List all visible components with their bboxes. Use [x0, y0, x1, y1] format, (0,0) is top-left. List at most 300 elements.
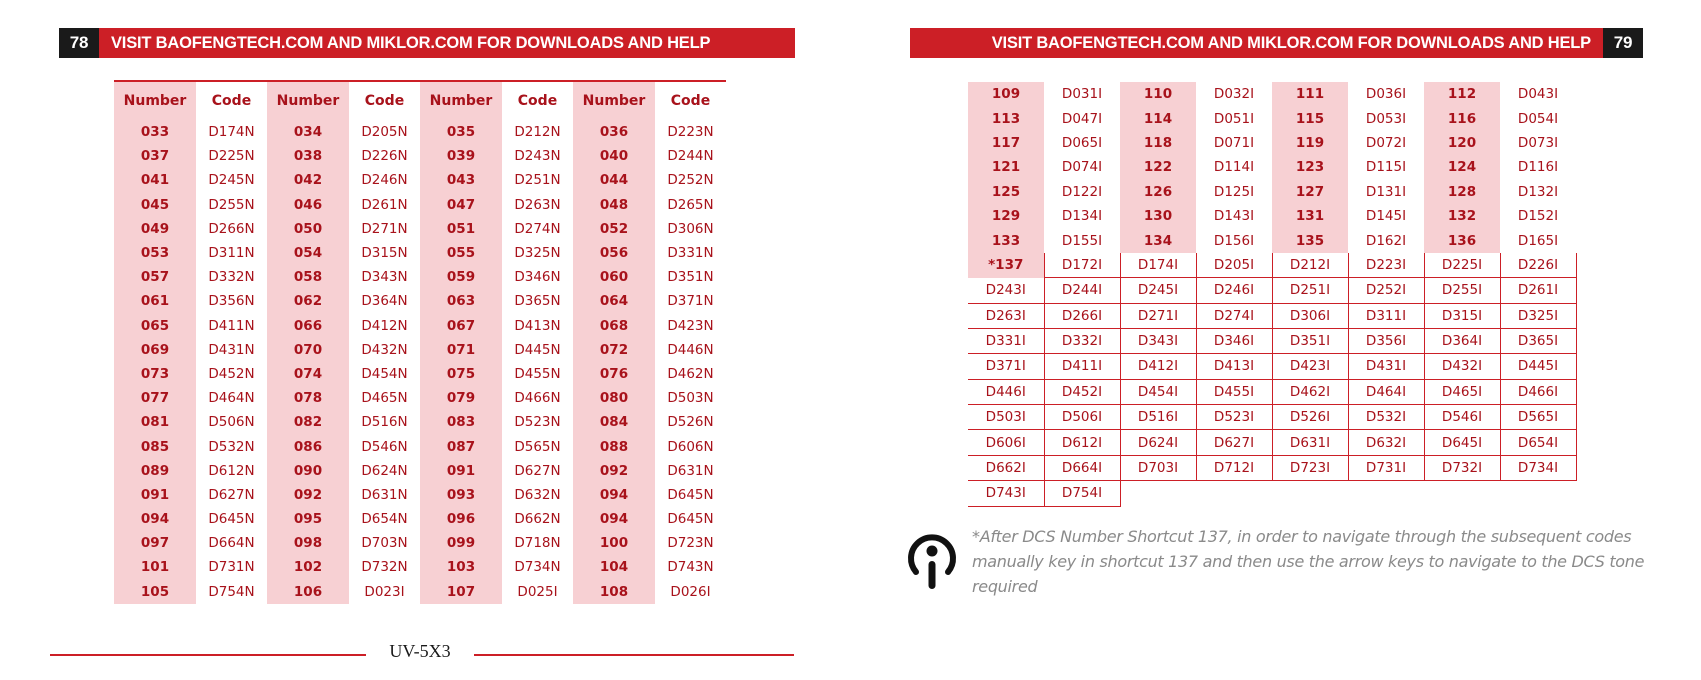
footer-model-label: UV-5X3	[389, 641, 451, 661]
dcs-code-cell: D464I	[1348, 379, 1424, 404]
dcs-number-cell: 127	[1272, 180, 1348, 204]
dcs-code-cell: D627N	[208, 486, 255, 503]
dcs-code-cell: D343I	[1120, 328, 1196, 353]
dcs-number-cell: 091	[114, 483, 196, 507]
code-grid-row	[968, 430, 1576, 455]
dcs-code-cell: D445I	[1500, 354, 1576, 379]
dcs-number-cell: 129	[968, 204, 1044, 228]
dcs-code-cell: D351I	[1272, 328, 1348, 353]
dcs-code-cell: D031I	[1061, 86, 1103, 103]
header-number: Number	[114, 81, 196, 120]
dcs-number-cell: 058	[267, 265, 349, 289]
left-page-banner	[59, 28, 795, 58]
dcs-number-cell: 113	[968, 106, 1044, 130]
table-row	[114, 193, 726, 217]
table-row	[114, 531, 726, 555]
dcs-number-cell: 121	[968, 155, 1044, 179]
table-row	[968, 155, 1576, 179]
dcs-number-cell: 073	[114, 362, 196, 386]
dcs-code-cell: D252I	[1348, 278, 1424, 303]
dcs-code-cell: D351N	[667, 269, 714, 286]
dcs-code-cell: D223I	[1348, 253, 1424, 278]
dcs-code-cell: D565N	[514, 438, 561, 455]
header-code: Code	[517, 93, 558, 109]
dcs-number-cell: 040	[573, 144, 655, 168]
dcs-code-cell: D243I	[968, 278, 1044, 303]
dcs-code-cell: D462N	[667, 365, 714, 382]
dcs-code-cell: D466N	[514, 390, 561, 407]
code-grid-row	[968, 328, 1576, 353]
dcs-code-cell: D145I	[1365, 208, 1407, 225]
dcs-code-cell: D043I	[1517, 86, 1559, 103]
dcs-number-cell: 130	[1120, 204, 1196, 228]
dcs-number-cell: 061	[114, 289, 196, 313]
dcs-code-cell: D723I	[1272, 455, 1348, 480]
dcs-code-cell: D645N	[208, 511, 255, 528]
dcs-number-cell: 051	[420, 217, 502, 241]
dcs-number-cell: 126	[1120, 180, 1196, 204]
dcs-number-cell: 077	[114, 386, 196, 410]
dcs-code-cell: D325I	[1500, 303, 1576, 328]
dcs-code-cell: D065I	[1061, 134, 1103, 151]
dcs-number-cell: 091	[420, 459, 502, 483]
dcs-code-cell: D311N	[208, 245, 255, 262]
dcs-code-cell: D532N	[208, 438, 255, 455]
table-row	[968, 204, 1576, 228]
dcs-code-cell: D565I	[1500, 405, 1576, 430]
header-code: Code	[364, 93, 405, 109]
dcs-number-cell: 056	[573, 241, 655, 265]
dcs-code-cell: D246I	[1196, 278, 1272, 303]
dcs-code-cell: D465I	[1424, 379, 1500, 404]
dcs-number-cell: 041	[114, 168, 196, 192]
dcs-number-cell: 084	[573, 410, 655, 434]
dcs-code-cell: D263I	[968, 303, 1044, 328]
right-dcs-code-table	[968, 82, 1577, 507]
dcs-number-cell: 093	[420, 483, 502, 507]
dcs-code-cell: D325N	[514, 245, 561, 262]
dcs-code-cell: D156I	[1213, 232, 1255, 249]
info-icon	[907, 527, 957, 591]
dcs-number-cell: 068	[573, 314, 655, 338]
dcs-code-cell: D371N	[667, 293, 714, 310]
dcs-code-cell: D074I	[1061, 159, 1103, 176]
dcs-number-cell: 089	[114, 459, 196, 483]
dcs-number-cell: 087	[420, 434, 502, 458]
dcs-code-cell: D255I	[1424, 278, 1500, 303]
dcs-number-cell: 070	[267, 338, 349, 362]
dcs-code-cell: D071I	[1213, 134, 1255, 151]
dcs-number-cell: 062	[267, 289, 349, 313]
dcs-code-cell: D516I	[1120, 405, 1196, 430]
dcs-number-cell: 072	[573, 338, 655, 362]
dcs-number-cell: 045	[114, 193, 196, 217]
dcs-code-cell: D271N	[361, 220, 408, 237]
dcs-code-cell: D754I	[1044, 481, 1120, 506]
dcs-code-cell: D261I	[1500, 278, 1576, 303]
dcs-code-cell: D205I	[1196, 253, 1272, 278]
dcs-number-cell: 047	[420, 193, 502, 217]
dcs-code-cell: D664N	[208, 535, 255, 552]
dcs-number-cell: 048	[573, 193, 655, 217]
table-row	[114, 507, 726, 531]
dcs-code-cell: D245N	[208, 172, 255, 189]
dcs-code-cell: D703I	[1120, 455, 1196, 480]
dcs-code-cell: D411N	[208, 317, 255, 334]
header-number: Number	[573, 81, 655, 120]
table-row	[114, 168, 726, 192]
table-row	[968, 180, 1576, 204]
dcs-number-cell: 096	[420, 507, 502, 531]
dcs-code-cell: D134I	[1061, 208, 1103, 225]
dcs-code-cell: D645N	[667, 511, 714, 528]
dcs-number-cell: 059	[420, 265, 502, 289]
dcs-code-cell: D265N	[667, 196, 714, 213]
table-row	[114, 362, 726, 386]
dcs-code-cell: D432I	[1424, 354, 1500, 379]
table-row	[114, 144, 726, 168]
dcs-number-cell: 124	[1424, 155, 1500, 179]
dcs-code-cell: D503N	[667, 390, 714, 407]
left-dcs-code-table	[114, 80, 726, 604]
right-page-number: 79	[1603, 28, 1643, 58]
dcs-code-cell: D114I	[1213, 159, 1255, 176]
dcs-code-cell: D523N	[514, 414, 561, 431]
dcs-code-cell: D464N	[208, 390, 255, 407]
dcs-number-cell: 119	[1272, 131, 1348, 155]
table-row	[114, 241, 726, 265]
dcs-code-cell: D255N	[208, 196, 255, 213]
dcs-code-cell: D251I	[1272, 278, 1348, 303]
dcs-code-cell: D346N	[514, 269, 561, 286]
dcs-number-cell: 122	[1120, 155, 1196, 179]
dcs-code-cell: D446I	[968, 379, 1044, 404]
dcs-number-cell: 043	[420, 168, 502, 192]
dcs-number-cell: 108	[573, 580, 655, 604]
code-grid-row	[968, 455, 1576, 480]
shortcut-number-cell: *137	[968, 253, 1044, 278]
table-row	[114, 459, 726, 483]
dcs-code-cell: D364I	[1424, 328, 1500, 353]
dcs-number-cell: 046	[267, 193, 349, 217]
dcs-number-cell: 057	[114, 265, 196, 289]
code-grid-row	[968, 303, 1576, 328]
dcs-code-cell: D261N	[361, 196, 408, 213]
table-row	[114, 289, 726, 313]
dcs-code-cell: D125I	[1213, 183, 1255, 200]
dcs-number-cell: 042	[267, 168, 349, 192]
dcs-code-cell: D523I	[1196, 405, 1272, 430]
dcs-number-cell: 092	[267, 483, 349, 507]
header-code: Code	[670, 93, 711, 109]
dcs-code-cell: D723N	[667, 535, 714, 552]
dcs-number-cell: 060	[573, 265, 655, 289]
dcs-number-cell: 078	[267, 386, 349, 410]
dcs-number-cell: 110	[1120, 82, 1196, 106]
dcs-code-cell: D654I	[1500, 430, 1576, 455]
table-row	[968, 228, 1576, 252]
dcs-number-cell: 036	[573, 120, 655, 144]
table-row	[968, 82, 1576, 106]
dcs-number-cell: 034	[267, 120, 349, 144]
dcs-code-cell: D423I	[1272, 354, 1348, 379]
dcs-number-cell: 106	[267, 580, 349, 604]
dcs-number-cell: 109	[968, 82, 1044, 106]
left-banner-text: VISIT BAOFENGTECH.COM AND MIKLOR.COM FOR DOWNLOADS AND HELP	[111, 33, 711, 52]
dcs-number-cell: 123	[1272, 155, 1348, 179]
dcs-code-cell: D462I	[1272, 379, 1348, 404]
dcs-shortcut-note: *After DCS Number Shortcut 137, in order to navigate through the subsequent codes manually key in shortcut 137 and then use the arrow keys to navigate to the DCS tone required	[972, 527, 1645, 596]
dcs-code-cell: D732I	[1424, 455, 1500, 480]
dcs-number-cell: 115	[1272, 106, 1348, 130]
header-number: Number	[267, 81, 349, 120]
table-row	[968, 131, 1576, 155]
dcs-code-cell: D271I	[1120, 303, 1196, 328]
dcs-code-cell: D503I	[968, 405, 1044, 430]
dcs-code-cell: D244N	[667, 148, 714, 165]
table-row	[114, 338, 726, 362]
dcs-code-cell: D047I	[1061, 110, 1103, 127]
table-row	[114, 434, 726, 458]
dcs-code-cell: D365I	[1500, 328, 1576, 353]
dcs-code-cell: D532I	[1348, 405, 1424, 430]
dcs-number-cell: 131	[1272, 204, 1348, 228]
dcs-code-cell: D371I	[968, 354, 1044, 379]
dcs-code-cell: D364N	[361, 293, 408, 310]
dcs-code-cell: D226N	[361, 148, 408, 165]
dcs-code-cell: D072I	[1365, 134, 1407, 151]
dcs-code-cell: D115I	[1365, 159, 1407, 176]
dcs-code-cell: D331N	[667, 245, 714, 262]
table-row	[114, 120, 726, 144]
dcs-code-cell: D546I	[1424, 405, 1500, 430]
dcs-code-cell: D162I	[1365, 232, 1407, 249]
dcs-code-cell: D431I	[1348, 354, 1424, 379]
dcs-number-cell: 112	[1424, 82, 1500, 106]
table-row	[114, 265, 726, 289]
dcs-code-cell: D546N	[361, 438, 408, 455]
dcs-code-cell: D454I	[1120, 379, 1196, 404]
table-row	[114, 483, 726, 507]
code-grid-row	[968, 354, 1576, 379]
dcs-code-cell: D212I	[1272, 253, 1348, 278]
dcs-number-cell: 075	[420, 362, 502, 386]
dcs-code-cell: D266N	[208, 220, 255, 237]
dcs-number-cell: 088	[573, 434, 655, 458]
dcs-number-cell: 039	[420, 144, 502, 168]
header-code: Code	[211, 93, 252, 109]
table-row	[114, 555, 726, 579]
dcs-number-cell: 067	[420, 314, 502, 338]
dcs-code-cell: D274I	[1196, 303, 1272, 328]
dcs-number-cell: 082	[267, 410, 349, 434]
dcs-code-cell: D205N	[361, 124, 408, 141]
dcs-code-cell: D356I	[1348, 328, 1424, 353]
dcs-number-cell: 081	[114, 410, 196, 434]
dcs-code-cell: D624N	[361, 462, 408, 479]
dcs-code-cell: D732N	[361, 559, 408, 576]
footer-rule-right	[474, 654, 794, 656]
dcs-code-cell: D645N	[667, 486, 714, 503]
dcs-code-cell: D431N	[208, 341, 255, 358]
dcs-code-cell: D245I	[1120, 278, 1196, 303]
dcs-code-cell: D662N	[514, 511, 561, 528]
dcs-code-cell: D036I	[1365, 86, 1407, 103]
dcs-number-cell: 055	[420, 241, 502, 265]
dcs-code-cell: D332I	[1044, 328, 1120, 353]
dcs-number-cell: 128	[1424, 180, 1500, 204]
dcs-code-cell: D411I	[1044, 354, 1120, 379]
code-grid-row	[968, 481, 1576, 506]
dcs-number-cell: 053	[114, 241, 196, 265]
dcs-number-cell: 094	[573, 483, 655, 507]
dcs-code-cell: D412I	[1120, 354, 1196, 379]
dcs-code-cell: D412N	[361, 317, 408, 334]
dcs-number-cell: 134	[1120, 228, 1196, 252]
dcs-number-cell: 116	[1424, 106, 1500, 130]
dcs-code-cell: D526I	[1272, 405, 1348, 430]
dcs-number-cell: 101	[114, 555, 196, 579]
dcs-number-cell: 090	[267, 459, 349, 483]
dcs-code-cell: D032I	[1213, 86, 1255, 103]
dcs-number-cell: 103	[420, 555, 502, 579]
dcs-code-cell: D631I	[1272, 430, 1348, 455]
dcs-code-cell: D654N	[361, 511, 408, 528]
dcs-code-cell: D026I	[670, 583, 711, 600]
dcs-number-cell: 135	[1272, 228, 1348, 252]
dcs-code-cell: D116I	[1517, 159, 1559, 176]
dcs-code-cell: D455I	[1196, 379, 1272, 404]
dcs-code-cell: D452I	[1044, 379, 1120, 404]
dcs-code-cell: D174I	[1120, 253, 1196, 278]
dcs-code-cell: D455N	[514, 365, 561, 382]
dcs-number-cell: 105	[114, 580, 196, 604]
dcs-code-cell: D627N	[514, 462, 561, 479]
dcs-code-cell: D731I	[1348, 455, 1424, 480]
dcs-code-cell: D731N	[208, 559, 255, 576]
code-grid-row	[968, 379, 1576, 404]
dcs-code-cell: D754N	[208, 583, 255, 600]
dcs-number-cell: 098	[267, 531, 349, 555]
dcs-code-cell: D172I	[1044, 253, 1120, 278]
dcs-number-cell: 094	[573, 507, 655, 531]
dcs-code-cell: D612N	[208, 462, 255, 479]
dcs-code-cell: D631N	[667, 462, 714, 479]
dcs-code-cell: D712I	[1196, 455, 1272, 480]
dcs-code-cell: D053I	[1365, 110, 1407, 127]
dcs-number-cell: 125	[968, 180, 1044, 204]
dcs-code-cell: D132I	[1517, 183, 1559, 200]
dcs-code-cell: D073I	[1517, 134, 1559, 151]
dcs-code-cell: D174N	[208, 124, 255, 141]
dcs-code-cell: D526N	[667, 414, 714, 431]
dcs-code-cell: D306I	[1272, 303, 1348, 328]
dcs-code-cell: D331I	[968, 328, 1044, 353]
dcs-number-cell: 092	[573, 459, 655, 483]
dcs-number-cell: 080	[573, 386, 655, 410]
dcs-code-cell: D251N	[514, 172, 561, 189]
dcs-number-cell: 049	[114, 217, 196, 241]
footer-rule-left	[50, 654, 366, 656]
dcs-number-cell: 120	[1424, 131, 1500, 155]
dcs-number-cell: 132	[1424, 204, 1500, 228]
dcs-number-cell: 052	[573, 217, 655, 241]
dcs-code-cell: D423N	[667, 317, 714, 334]
table-row	[114, 314, 726, 338]
dcs-code-cell: D225I	[1424, 253, 1500, 278]
dcs-number-cell: 114	[1120, 106, 1196, 130]
dcs-number-cell: 083	[420, 410, 502, 434]
dcs-number-cell: 065	[114, 314, 196, 338]
dcs-code-cell: D223N	[667, 124, 714, 141]
dcs-code-cell: D311I	[1348, 303, 1424, 328]
dcs-code-cell: D718N	[514, 535, 561, 552]
dcs-code-cell: D632I	[1348, 430, 1424, 455]
dcs-code-cell: D343N	[361, 269, 408, 286]
table-header-row	[114, 81, 726, 120]
dcs-number-cell: 085	[114, 434, 196, 458]
dcs-code-cell: D743N	[667, 559, 714, 576]
dcs-code-cell: D413I	[1196, 354, 1272, 379]
dcs-code-cell: D466I	[1500, 379, 1576, 404]
dcs-number-cell: 054	[267, 241, 349, 265]
dcs-code-cell: D143I	[1213, 208, 1255, 225]
dcs-number-cell: 037	[114, 144, 196, 168]
dcs-code-cell: D023I	[364, 583, 405, 600]
dcs-number-cell: 035	[420, 120, 502, 144]
dcs-number-cell: 076	[573, 362, 655, 386]
dcs-number-cell: 074	[267, 362, 349, 386]
dcs-code-cell: D627I	[1196, 430, 1272, 455]
dcs-code-cell: D025I	[517, 583, 558, 600]
dcs-code-cell: D516N	[361, 414, 408, 431]
dcs-code-cell: D606N	[667, 438, 714, 455]
dcs-code-cell: D054I	[1517, 110, 1559, 127]
header-number: Number	[420, 81, 502, 120]
dcs-number-cell: 097	[114, 531, 196, 555]
dcs-code-cell: D152I	[1517, 208, 1559, 225]
dcs-number-cell: 069	[114, 338, 196, 362]
dcs-number-cell: 033	[114, 120, 196, 144]
dcs-code-cell: D246N	[361, 172, 408, 189]
dcs-code-cell: D612I	[1044, 430, 1120, 455]
dcs-code-cell: D332N	[208, 269, 255, 286]
table-row	[114, 410, 726, 434]
dcs-number-cell: 107	[420, 580, 502, 604]
dcs-code-cell: D243N	[514, 148, 561, 165]
dcs-number-cell: 094	[114, 507, 196, 531]
left-page-number: 78	[59, 28, 99, 58]
dcs-code-cell: D413N	[514, 317, 561, 334]
dcs-number-cell: 102	[267, 555, 349, 579]
dcs-code-cell: D131I	[1365, 183, 1407, 200]
dcs-code-cell: D266I	[1044, 303, 1120, 328]
dcs-code-cell: D122I	[1061, 183, 1103, 200]
dcs-number-cell: 079	[420, 386, 502, 410]
dcs-code-cell: D356N	[208, 293, 255, 310]
dcs-number-cell: 044	[573, 168, 655, 192]
dcs-number-cell: 099	[420, 531, 502, 555]
dcs-code-cell: D155I	[1061, 232, 1103, 249]
dcs-code-cell: D165I	[1517, 232, 1559, 249]
dcs-number-cell: 136	[1424, 228, 1500, 252]
dcs-code-cell: D452N	[208, 365, 255, 382]
code-grid-row	[968, 405, 1576, 430]
dcs-code-cell: D306N	[667, 220, 714, 237]
dcs-code-cell: D315I	[1424, 303, 1500, 328]
dcs-number-cell: 104	[573, 555, 655, 579]
dcs-code-cell: D454N	[361, 365, 408, 382]
